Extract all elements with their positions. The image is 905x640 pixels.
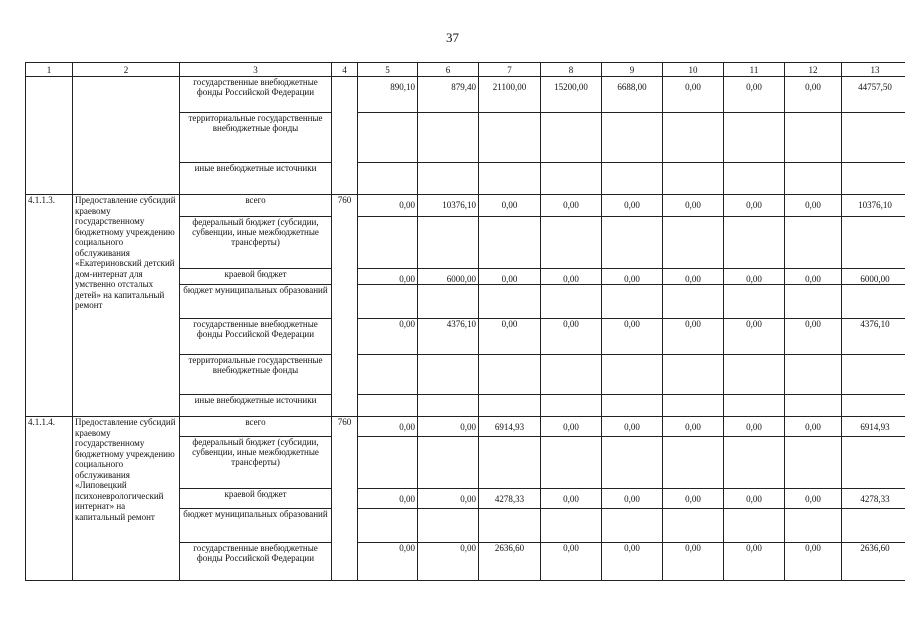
column-header: 5 <box>358 63 418 77</box>
empty-cell <box>785 437 842 489</box>
empty-cell <box>842 113 905 163</box>
empty-cell <box>541 355 602 395</box>
amount-cell: 0,00 <box>541 319 602 355</box>
empty-cell <box>541 509 602 543</box>
table-row <box>26 77 905 113</box>
amount-cell: 0,00 <box>541 417 602 437</box>
amount-cell: 6914,93 <box>479 417 541 437</box>
column-header: 2 <box>73 63 180 77</box>
funding-source-cell: бюджет муниципальных образований <box>180 285 332 319</box>
amount-cell: 6688,00 <box>602 77 663 113</box>
empty-cell <box>724 355 785 395</box>
empty-cell <box>842 509 905 543</box>
funding-source-cell: иные внебюджетные источники <box>180 163 332 195</box>
empty-cell <box>602 509 663 543</box>
amount-cell: 0,00 <box>724 195 785 217</box>
empty-cell <box>418 355 479 395</box>
column-header: 1 <box>26 63 73 77</box>
amount-cell: 4376,10 <box>418 319 479 355</box>
column-header: 11 <box>724 63 785 77</box>
amount-cell: 0,00 <box>785 269 842 285</box>
empty-cell <box>724 509 785 543</box>
amount-cell: 10376,10 <box>418 195 479 217</box>
amount-cell: 2636,60 <box>842 543 905 581</box>
amount-cell: 0,00 <box>541 489 602 509</box>
empty-cell <box>602 217 663 269</box>
empty-cell <box>479 355 541 395</box>
funding-source-cell: государственные внебюджетные фонды Российской Федерации <box>180 543 332 581</box>
empty-cell <box>842 217 905 269</box>
empty-cell <box>724 217 785 269</box>
amount-cell: 0,00 <box>663 195 724 217</box>
amount-cell: 4278,33 <box>842 489 905 509</box>
item-description-cell <box>73 77 180 195</box>
amount-cell: 0,00 <box>785 489 842 509</box>
amount-cell: 0,00 <box>418 417 479 437</box>
amount-cell: 0,00 <box>724 417 785 437</box>
amount-cell: 0,00 <box>663 543 724 581</box>
empty-cell <box>358 217 418 269</box>
amount-cell: 0,00 <box>541 543 602 581</box>
amount-cell: 0,00 <box>358 195 418 217</box>
empty-cell <box>479 163 541 195</box>
empty-cell <box>724 437 785 489</box>
empty-cell <box>358 509 418 543</box>
empty-cell <box>418 285 479 319</box>
amount-cell: 6000,00 <box>842 269 905 285</box>
amount-cell: 0,00 <box>358 269 418 285</box>
amount-cell: 0,00 <box>541 269 602 285</box>
empty-cell <box>663 217 724 269</box>
empty-cell <box>479 437 541 489</box>
amount-cell: 0,00 <box>785 77 842 113</box>
amount-cell: 0,00 <box>479 319 541 355</box>
empty-cell <box>602 163 663 195</box>
empty-cell <box>541 395 602 417</box>
amount-cell: 890,10 <box>358 77 418 113</box>
empty-cell <box>602 437 663 489</box>
column-header: 7 <box>479 63 541 77</box>
empty-cell <box>358 437 418 489</box>
empty-cell <box>842 355 905 395</box>
empty-cell <box>418 437 479 489</box>
amount-cell: 0,00 <box>358 489 418 509</box>
amount-cell: 0,00 <box>663 269 724 285</box>
amount-cell: 0,00 <box>663 417 724 437</box>
amount-cell: 4278,33 <box>479 489 541 509</box>
empty-cell <box>842 437 905 489</box>
code-cell: 760 <box>332 417 358 581</box>
empty-cell <box>479 395 541 417</box>
column-header: 13 <box>842 63 905 77</box>
column-header: 10 <box>663 63 724 77</box>
empty-cell <box>842 395 905 417</box>
funding-source-cell: краевой бюджет <box>180 269 332 285</box>
amount-cell: 0,00 <box>663 77 724 113</box>
code-cell <box>332 77 358 195</box>
empty-cell <box>358 355 418 395</box>
column-header: 4 <box>332 63 358 77</box>
empty-cell <box>479 113 541 163</box>
empty-cell <box>785 395 842 417</box>
empty-cell <box>418 395 479 417</box>
empty-cell <box>541 217 602 269</box>
funding-source-cell: федеральный бюджет (субсидии, субвенции, иные межбюджетные трансферты) <box>180 437 332 489</box>
empty-cell <box>785 217 842 269</box>
funding-source-cell: территориальные государственные внебюджетные фонды <box>180 355 332 395</box>
empty-cell <box>663 355 724 395</box>
funding-source-cell: государственные внебюджетные фонды Российской Федерации <box>180 77 332 113</box>
funding-source-cell: краевой бюджет <box>180 489 332 509</box>
table-row <box>26 195 905 217</box>
empty-cell <box>724 285 785 319</box>
budget-table <box>25 62 905 581</box>
empty-cell <box>842 163 905 195</box>
amount-cell: 0,00 <box>602 269 663 285</box>
empty-cell <box>785 113 842 163</box>
amount-cell: 0,00 <box>479 195 541 217</box>
amount-cell: 0,00 <box>358 543 418 581</box>
empty-cell <box>663 395 724 417</box>
empty-cell <box>724 395 785 417</box>
empty-cell <box>785 509 842 543</box>
amount-cell: 0,00 <box>663 489 724 509</box>
funding-source-cell: всего <box>180 417 332 437</box>
empty-cell <box>785 355 842 395</box>
page-number: 37 <box>446 30 459 45</box>
empty-cell <box>358 163 418 195</box>
amount-cell: 6000,00 <box>418 269 479 285</box>
amount-cell: 0,00 <box>602 195 663 217</box>
empty-cell <box>418 113 479 163</box>
funding-source-cell: государственные внебюджетные фонды Российской Федерации <box>180 319 332 355</box>
empty-cell <box>541 113 602 163</box>
amount-cell: 21100,00 <box>479 77 541 113</box>
empty-cell <box>602 285 663 319</box>
empty-cell <box>785 163 842 195</box>
amount-cell: 0,00 <box>418 489 479 509</box>
empty-cell <box>358 113 418 163</box>
empty-cell <box>785 285 842 319</box>
amount-cell: 4376,10 <box>842 319 905 355</box>
item-description-cell: Предоставление субсидий краевому государственному бюджетному учреждению социального обслуживания «Липовецкий психоневрологический интернат» на капитальный ремонт <box>73 417 180 581</box>
empty-cell <box>602 355 663 395</box>
empty-cell <box>663 509 724 543</box>
amount-cell: 0,00 <box>724 319 785 355</box>
amount-cell: 0,00 <box>602 489 663 509</box>
amount-cell: 0,00 <box>724 269 785 285</box>
empty-cell <box>724 113 785 163</box>
empty-cell <box>663 437 724 489</box>
amount-cell: 0,00 <box>602 417 663 437</box>
column-header: 9 <box>602 63 663 77</box>
header-row <box>26 63 905 77</box>
empty-cell <box>479 285 541 319</box>
amount-cell: 0,00 <box>541 195 602 217</box>
empty-cell <box>479 509 541 543</box>
column-header: 6 <box>418 63 479 77</box>
funding-source-cell: всего <box>180 195 332 217</box>
empty-cell <box>418 163 479 195</box>
empty-cell <box>358 285 418 319</box>
amount-cell: 0,00 <box>785 195 842 217</box>
amount-cell: 44757,50 <box>842 77 905 113</box>
amount-cell: 0,00 <box>785 417 842 437</box>
amount-cell: 0,00 <box>663 319 724 355</box>
column-header: 8 <box>541 63 602 77</box>
empty-cell <box>663 285 724 319</box>
code-cell: 760 <box>332 195 358 417</box>
table-row <box>26 417 905 437</box>
funding-source-cell: бюджет муниципальных образований <box>180 509 332 543</box>
empty-cell <box>418 217 479 269</box>
column-header: 12 <box>785 63 842 77</box>
empty-cell <box>842 285 905 319</box>
column-header: 3 <box>180 63 332 77</box>
funding-source-cell: иные внебюджетные источники <box>180 395 332 417</box>
amount-cell: 10376,10 <box>842 195 905 217</box>
amount-cell: 0,00 <box>724 489 785 509</box>
funding-source-cell: территориальные государственные внебюджетные фонды <box>180 113 332 163</box>
empty-cell <box>541 437 602 489</box>
empty-cell <box>479 217 541 269</box>
table-body <box>26 77 905 581</box>
amount-cell: 0,00 <box>479 269 541 285</box>
empty-cell <box>358 395 418 417</box>
empty-cell <box>418 509 479 543</box>
item-number-cell: 4.1.1.3. <box>26 195 73 417</box>
amount-cell: 879,40 <box>418 77 479 113</box>
empty-cell <box>663 163 724 195</box>
item-number-cell <box>26 77 73 195</box>
empty-cell <box>541 163 602 195</box>
empty-cell <box>724 163 785 195</box>
amount-cell: 0,00 <box>358 319 418 355</box>
amount-cell: 0,00 <box>785 319 842 355</box>
empty-cell <box>602 395 663 417</box>
amount-cell: 0,00 <box>358 417 418 437</box>
amount-cell: 0,00 <box>602 543 663 581</box>
empty-cell <box>663 113 724 163</box>
empty-cell <box>541 285 602 319</box>
funding-source-cell: федеральный бюджет (субсидии, субвенции, иные межбюджетные трансферты) <box>180 217 332 269</box>
item-description-cell: Предоставление субсидий краевому государственному бюджетному учреждению социального обслуживания «Екатериновский детский дом-интернат для умственно отсталых детей» на капитальный ремонт <box>73 195 180 417</box>
amount-cell: 15200,00 <box>541 77 602 113</box>
item-number-cell: 4.1.1.4. <box>26 417 73 581</box>
amount-cell: 0,00 <box>724 77 785 113</box>
amount-cell: 0,00 <box>724 543 785 581</box>
amount-cell: 6914,93 <box>842 417 905 437</box>
amount-cell: 2636,60 <box>479 543 541 581</box>
empty-cell <box>602 113 663 163</box>
amount-cell: 0,00 <box>785 543 842 581</box>
amount-cell: 0,00 <box>602 319 663 355</box>
amount-cell: 0,00 <box>418 543 479 581</box>
